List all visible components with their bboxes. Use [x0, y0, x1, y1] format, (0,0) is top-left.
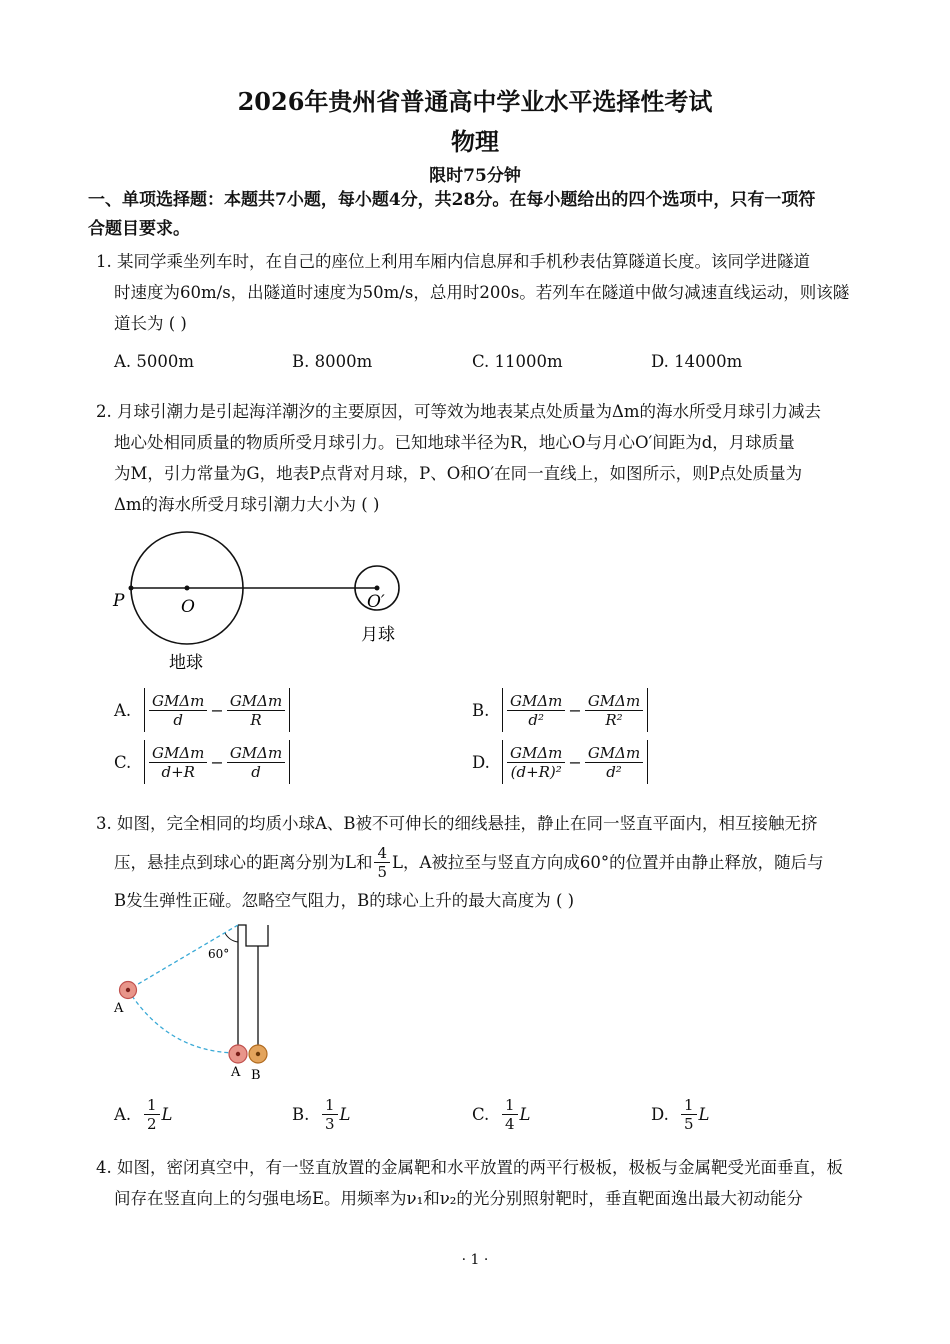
label-a: A [231, 1065, 241, 1080]
q2-line4: Δm的海水所受月球引潮力大小为 ( ) [114, 495, 380, 514]
q1-option-b-text: 8000m [314, 352, 373, 371]
point-o [185, 586, 190, 591]
q3-option-c[interactable]: C. $\frac{1}{4}$ L [472, 1096, 531, 1133]
q4-line2: 间存在竖直向上的匀强电场E。用频率为ν₁和ν₂的光分别照射靶时，垂直靶面逸出最大初动能分 [114, 1189, 803, 1208]
q1-option-c-text: 11000m [494, 352, 563, 371]
section-heading-line2: 合题目要求。 [88, 219, 190, 239]
time-limit: 限时75分钟 [429, 166, 521, 186]
q1-option-a[interactable] [114, 352, 194, 371]
earth-moon-figure [105, 520, 415, 680]
q3-line3: B发生弹性正碰。忽略空气阻力，B的球心上升的最大高度为 ( ) [114, 891, 575, 910]
q1-option-b-label: B. [292, 352, 310, 371]
q3-line2: 压，悬挂点到球心的距离分别为L和 $\frac{4}{5}$ L，A被拉至与竖直方向成60°的位置并由静止释放，随后与 [114, 843, 824, 881]
angle-label: 60° [208, 947, 230, 961]
q2-option-c-label: C. [114, 752, 132, 772]
q2-option-d-expr: $\frac{\text{GMΔm}}{\text{(d+R)²}}$ − $\frac{\text{GMΔm}}{\text{d²}}$ [502, 740, 648, 784]
label-o2: O′ [367, 592, 385, 612]
q4-line1: 4. 如图，密闭真空中，有一竖直放置的金属靶和水平放置的两平行极板，极板与金属靶受光面垂直，板 [96, 1158, 843, 1177]
q1-option-d[interactable] [651, 352, 742, 371]
q1-option-a-label: A. [114, 352, 132, 371]
q2-option-b-expr: $\frac{\text{GMΔm}}{\text{d²}}$ − $\frac{\text{GMΔm}}{\text{R²}}$ [502, 688, 648, 732]
page-number: · 1 · [461, 1252, 489, 1268]
section-heading-line1: 一、单项选择题：本题共7小题，每小题4分，共28分。在每小题给出的四个选项中，只有一项符 [88, 190, 816, 210]
q2-option-c[interactable] [114, 740, 290, 784]
q2-line3: 为M，引力常量为G，地表P点背对月球，P、O和O′在同一直线上，如图所示，则P点处质量为 [114, 464, 803, 483]
swing-path [128, 990, 236, 1053]
q1-line1: 1. 某同学乘坐列车时，在自己的座位上利用车厢内信息屏和手机秒表估算隧道长度。该同学进隧道 [96, 252, 810, 271]
label-p: P [113, 591, 125, 611]
q3-option-d[interactable]: D. $\frac{1}{5}$ L [651, 1096, 710, 1133]
q2-option-d[interactable] [472, 740, 648, 784]
q3-option-b[interactable]: B. $\frac{1}{3}$ L [292, 1096, 351, 1133]
q2-option-c-expr: $\frac{\text{GMΔm}}{d+R}$ − $\frac{\text{GMΔm}}{d}$ [144, 740, 290, 784]
question-3 [96, 808, 876, 916]
support-bracket [238, 925, 268, 946]
label-moon: 月球 [361, 625, 395, 645]
q2-option-b-label: B. [472, 700, 490, 720]
q1-option-a-text: 5000m [136, 352, 195, 371]
q1-line3: 道长为 ( ) [114, 314, 187, 333]
question-1 [96, 246, 876, 339]
label-b: B [251, 1068, 261, 1083]
ball-a-raised-center [126, 988, 130, 992]
label-a-raised: A [114, 1001, 124, 1016]
ball-b-center [256, 1052, 260, 1056]
q3-line1: 3. 如图，完全相同的均质小球A、B被不可伸长的细线悬挂，静止在同一竖直平面内，相互接触无挤 [96, 814, 818, 833]
exam-title: 2026年贵州省普通高中学业水平选择性考试 [237, 87, 713, 116]
label-o: O [181, 597, 195, 617]
point-p [129, 586, 134, 591]
label-earth: 地球 [169, 653, 203, 673]
q1-option-c-label: C. [472, 352, 490, 371]
q1-line2: 时速度为60m/s，出隧道时速度为50m/s，总用时200s。若列车在隧道中做匀减速直线运动，则该隧 [114, 283, 850, 302]
q3-option-a[interactable]: A. $\frac{1}{2}$ L [114, 1096, 173, 1133]
pendulum-figure [108, 920, 278, 1085]
angle-arc [225, 933, 238, 942]
q1-option-c[interactable] [472, 352, 563, 371]
q2-line1: 2. 月球引潮力是引起海洋潮汐的主要原因，可等效为地表某点处质量为Δm的海水所受月球引力减去 [96, 402, 822, 421]
q2-line2: 地心处相同质量的物质所受月球引力。已知地球半径为R，地心O与月心O′间距为d，月球质量 [114, 433, 795, 452]
question-4 [96, 1152, 876, 1214]
point-o2 [375, 586, 380, 591]
subject-title: 物理 [451, 127, 499, 156]
q2-option-a-label: A. [114, 700, 132, 720]
q2-option-a[interactable] [114, 688, 290, 732]
q2-option-b[interactable] [472, 688, 648, 732]
section-heading [88, 186, 878, 244]
ball-a-center [236, 1052, 240, 1056]
question-2 [96, 396, 876, 520]
q1-option-d-label: D. [651, 352, 669, 371]
q1-option-d-text: 14000m [674, 352, 743, 371]
q1-option-b[interactable] [292, 352, 372, 371]
q2-option-a-expr: $\frac{\text{GMΔm}}{d}$ − $\frac{\text{GMΔm}}{R}$ [144, 688, 290, 732]
q2-option-d-label: D. [472, 752, 490, 772]
